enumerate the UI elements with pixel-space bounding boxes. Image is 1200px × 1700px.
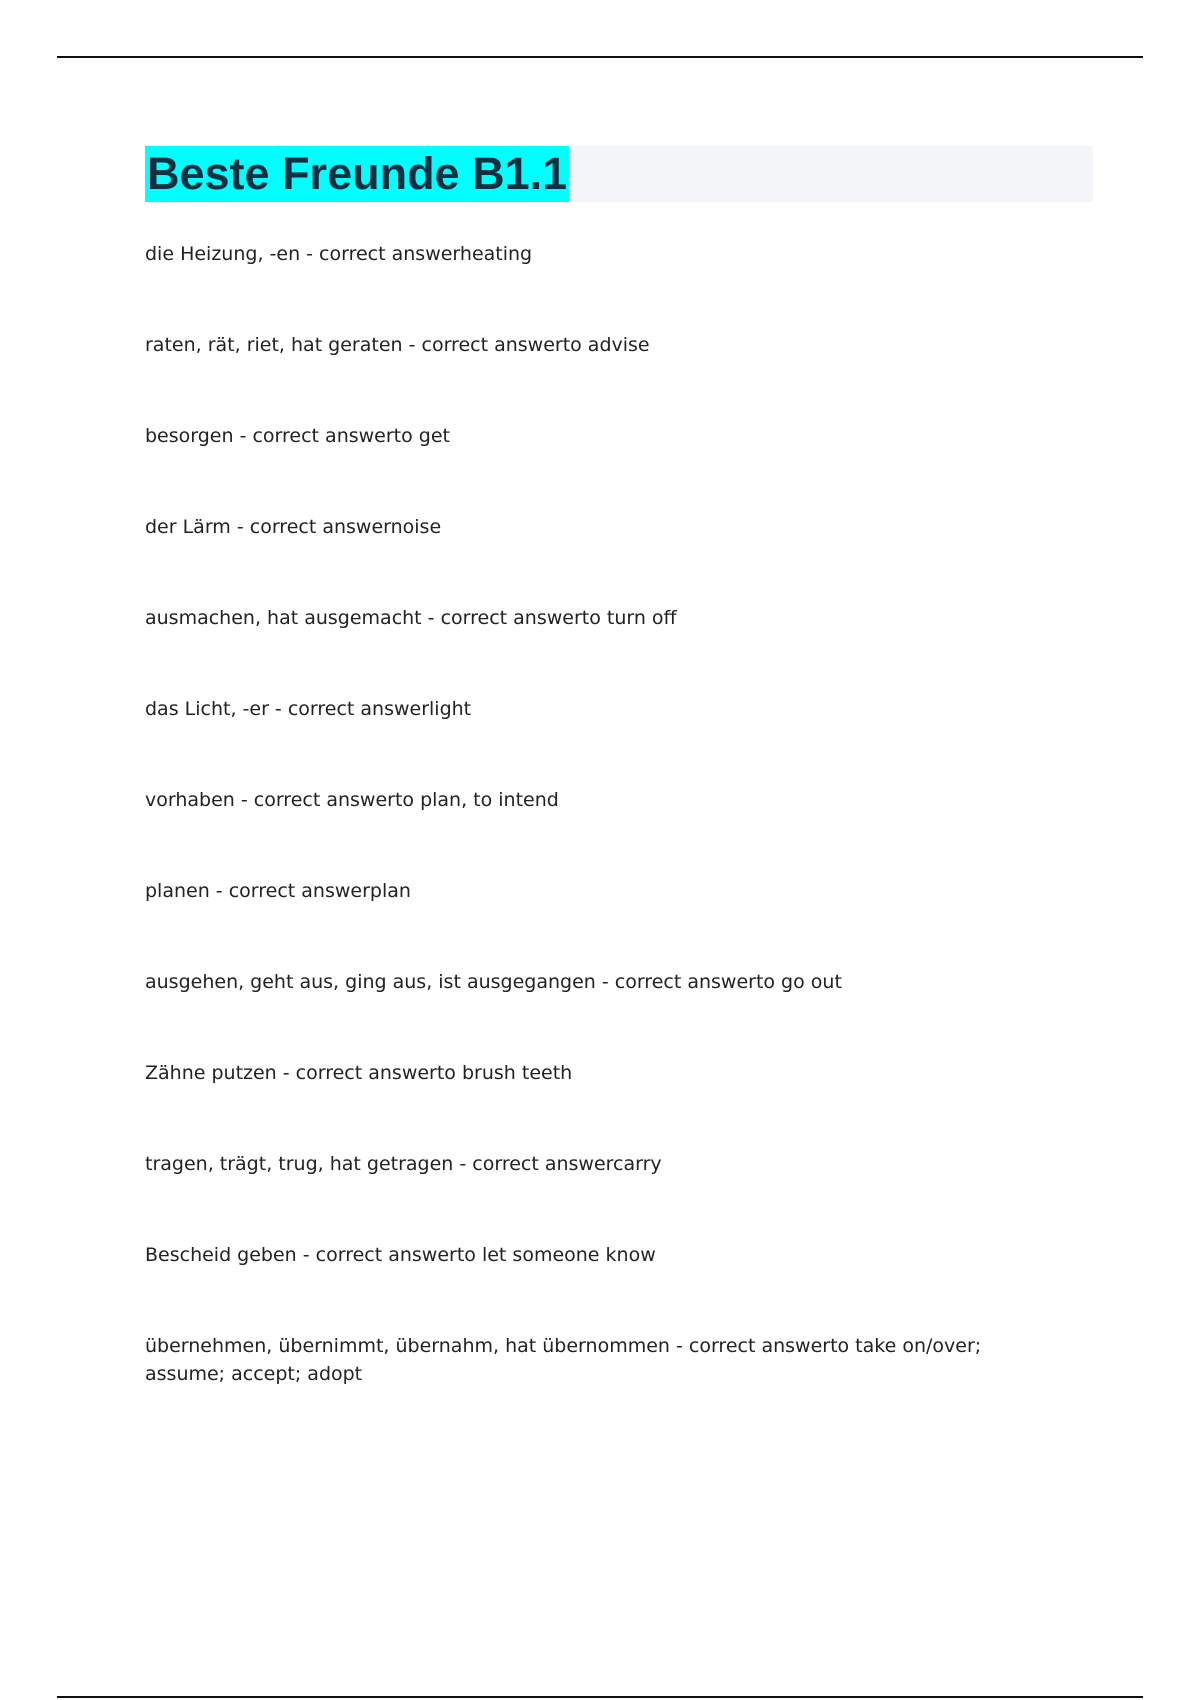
bottom-rule	[57, 1696, 1143, 1698]
vocab-entry: tragen, trägt, trug, hat getragen - correct answercarry	[145, 1153, 662, 1175]
vocab-entry: vorhaben - correct answerto plan, to intend	[145, 789, 559, 811]
vocabulary-list	[145, 240, 1065, 1451]
vocab-entry: Bescheid geben - correct answerto let someone know	[145, 1244, 656, 1266]
vocab-entry: die Heizung, -en - correct answerheating	[145, 243, 533, 265]
vocab-entry: raten, rät, riet, hat geraten - correct answerto advise	[145, 334, 650, 356]
vocab-entry: besorgen - correct answerto get	[145, 425, 450, 447]
vocab-entry: Zähne putzen - correct answerto brush teeth	[145, 1062, 573, 1084]
vocab-entry: der Lärm - correct answernoise	[145, 516, 442, 538]
vocab-entry: planen - correct answerplan	[145, 880, 411, 902]
vocab-entry: das Licht, -er - correct answerlight	[145, 698, 472, 720]
top-rule	[57, 56, 1143, 58]
document-title: Beste Freunde B1.1	[145, 146, 569, 202]
vocab-entry: ausmachen, hat ausgemacht - correct answerto turn off	[145, 607, 677, 629]
vocab-entry: ausgehen, geht aus, ging aus, ist ausgegangen - correct answerto go out	[145, 971, 842, 993]
vocab-entry: übernehmen, übernimmt, übernahm, hat übernommen - correct answerto take on/over; assume; accept; adopt	[145, 1335, 982, 1385]
